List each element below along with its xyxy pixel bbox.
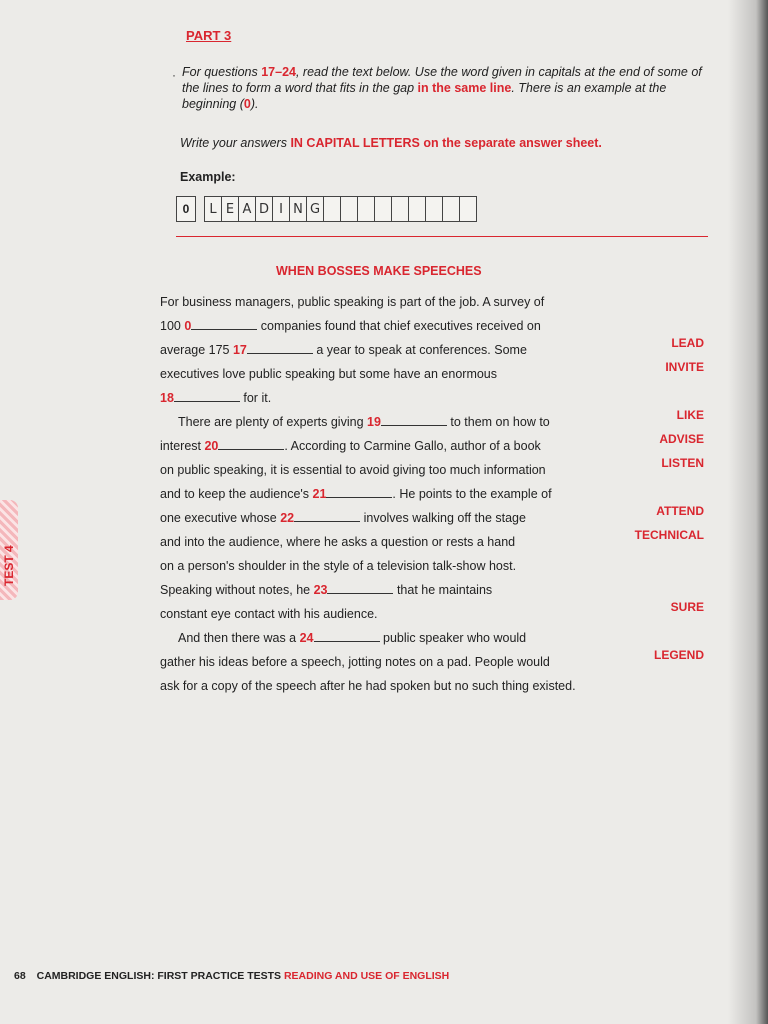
example-letter-cells — [204, 196, 477, 222]
answer-gap[interactable] — [218, 437, 284, 450]
gap-number: 0 — [184, 319, 192, 333]
example-letter-cell: I — [273, 196, 290, 222]
example-letter-cell: G — [307, 196, 324, 222]
example-letter-cell — [375, 196, 392, 222]
passage-line — [160, 650, 580, 674]
keyword: ADVISE — [659, 432, 704, 446]
example-letter-cell — [409, 196, 426, 222]
passage-line — [160, 578, 580, 602]
keyword: SURE — [670, 600, 704, 614]
keyword: LEGEND — [653, 648, 704, 662]
keyword: LEAD — [671, 336, 704, 350]
line-text: interest — [160, 439, 205, 453]
example-letter-cell — [443, 196, 460, 222]
answer-gap[interactable] — [191, 317, 257, 330]
write-instruction — [180, 136, 602, 150]
page-edge-shadow — [728, 0, 768, 1024]
keyword: TECHNICAL — [634, 528, 704, 542]
keyword: INVITE — [665, 360, 704, 374]
keyword: ATTEND — [656, 504, 704, 518]
passage-line — [160, 434, 580, 458]
line-text: For business managers, public speaking is part of the job. A survey of — [160, 295, 545, 309]
line-text: and into the audience, where he asks a question or rests a hand — [160, 535, 516, 549]
gap-number: 20 — [204, 439, 219, 453]
passage-line — [160, 290, 580, 314]
series-title: CAMBRIDGE ENGLISH: FIRST PRACTICE TESTS — [36, 970, 282, 982]
passage-line — [160, 338, 580, 362]
gap-number: 24 — [299, 631, 314, 645]
passage-line — [160, 626, 580, 650]
part-title: PART 3 — [186, 28, 232, 43]
example-letter-cell — [341, 196, 358, 222]
line-text: companies found that chief executives received on — [257, 319, 541, 333]
line-text: public speaker who would — [379, 631, 527, 645]
example-label: Example: — [180, 170, 236, 184]
line-text: that he maintains — [393, 583, 493, 597]
answer-gap[interactable] — [294, 509, 360, 522]
instr-pre: For questions — [182, 65, 262, 79]
line-text: Speaking without notes, he — [160, 583, 314, 597]
line-text: one executive whose — [160, 511, 281, 525]
write-pre: Write your answers — [180, 136, 291, 150]
line-text: And then there was a — [178, 631, 300, 645]
line-text: involves walking off the stage — [360, 511, 526, 525]
line-text: and to keep the audience's — [160, 487, 313, 501]
gap-number: 21 — [312, 487, 327, 501]
passage-line — [160, 530, 580, 554]
line-text: for it. — [239, 391, 272, 405]
example-letter-cell — [460, 196, 477, 222]
passage-line — [160, 458, 580, 482]
line-text: . He points to the example of — [392, 487, 552, 501]
passage-line — [160, 506, 580, 530]
instr-post: . There is an example at the beginning ( — [182, 81, 667, 111]
passage-line — [160, 386, 580, 410]
line-text: on public speaking, it is essential to avoid giving too much information — [160, 463, 546, 477]
line-text: average 175 — [160, 343, 233, 357]
line-text: gather his ideas before a speech, jotting notes on a pad. People would — [160, 655, 550, 669]
line-text: a year to speak at conferences. Some — [312, 343, 527, 357]
passage-line — [160, 314, 580, 338]
example-letter-cell: N — [290, 196, 307, 222]
line-text: on a person's shoulder in the style of a television talk-show host. — [160, 559, 517, 573]
instr-zero: 0 — [243, 97, 251, 111]
section-title: READING AND USE OF ENGLISH — [283, 970, 450, 982]
line-text: . According to Carmine Gallo, author of a book — [284, 439, 541, 453]
example-answer-boxes — [176, 196, 477, 222]
divider-rule — [176, 236, 708, 237]
line-text: executives love public speaking but some have an enormous — [160, 367, 498, 381]
answer-gap[interactable] — [326, 485, 392, 498]
example-letter-cell: E — [222, 196, 239, 222]
instr-same-line: in the same line — [417, 81, 512, 95]
example-letter-cell — [392, 196, 409, 222]
line-text: 100 — [160, 319, 185, 333]
gap-number: 23 — [313, 583, 328, 597]
instr-end: ). — [250, 97, 259, 111]
passage-line — [160, 602, 580, 626]
example-number: 0 — [176, 196, 196, 222]
example-letter-cell: L — [204, 196, 222, 222]
example-letter-cell — [324, 196, 341, 222]
passage-line — [160, 410, 580, 434]
example-letter-cell: A — [239, 196, 256, 222]
gap-number: 17 — [232, 343, 247, 357]
gap-number: 22 — [280, 511, 295, 525]
example-letter-cell — [426, 196, 443, 222]
line-text: There are plenty of experts giving — [178, 415, 367, 429]
example-letter-cell: D — [256, 196, 273, 222]
instructions — [182, 64, 702, 112]
keyword: LISTEN — [661, 456, 704, 470]
answer-gap[interactable] — [381, 413, 447, 426]
side-tab-label: TEST 4 — [2, 545, 16, 586]
answer-gap[interactable] — [314, 629, 380, 642]
page-number: 68 — [14, 970, 26, 982]
instr-range: 17–24 — [261, 65, 296, 79]
passage-line — [160, 482, 580, 506]
instr-mid: , read the text below. Use the word given in capitals at the end of some of the lines to form a word that fits in the gap — [182, 65, 702, 95]
answer-gap[interactable] — [174, 389, 240, 402]
keyword: LIKE — [676, 408, 704, 422]
text-title: WHEN BOSSES MAKE SPEECHES — [276, 264, 482, 278]
line-text: ask for a copy of the speech after he had spoken but no such thing existed. — [160, 679, 576, 693]
gap-number: 19 — [367, 415, 381, 429]
line-text: to them on how to — [446, 415, 550, 429]
passage-line — [160, 674, 580, 698]
page-footer — [14, 970, 449, 982]
line-text: constant eye contact with his audience. — [160, 607, 378, 621]
passage-text — [160, 290, 580, 698]
passage-line — [160, 554, 580, 578]
answer-gap[interactable] — [247, 341, 313, 354]
write-emph: IN CAPITAL LETTERS on the separate answer sheet. — [290, 136, 602, 150]
test-side-tab — [0, 500, 18, 600]
answer-gap[interactable] — [327, 581, 393, 594]
gap-number: 18 — [160, 391, 174, 405]
passage-line — [160, 362, 580, 386]
bullet-icon: · — [172, 68, 176, 82]
example-letter-cell — [358, 196, 375, 222]
